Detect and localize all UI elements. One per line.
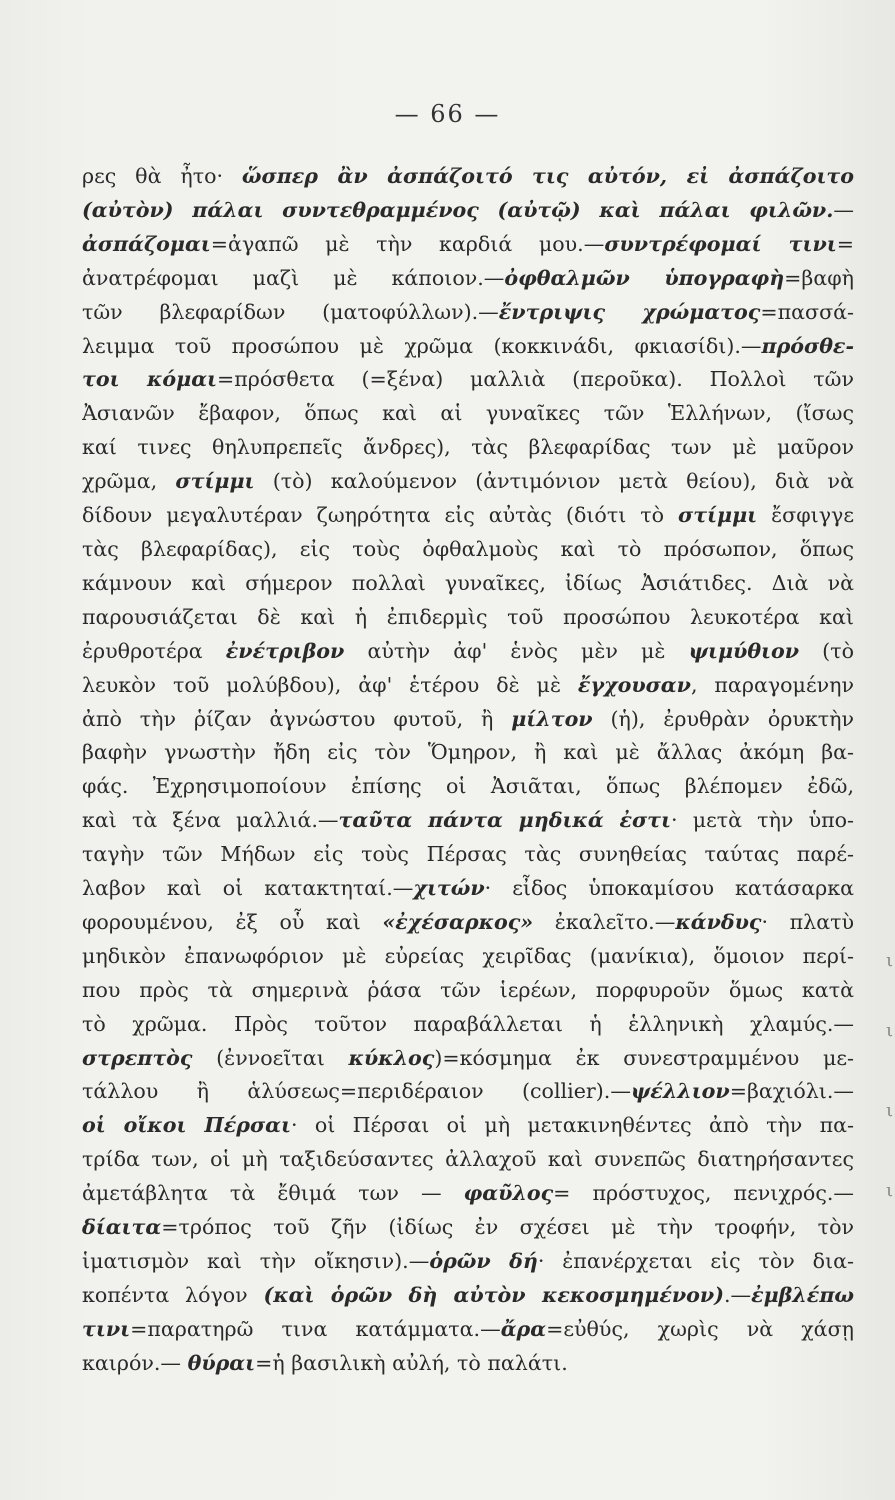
text-line: δίαιτα=τρόπος τοῦ ζῆν (ἰδίως ἐν σχέσει μὲ τὴν τροφήν, τὸν (82, 1215, 854, 1240)
text-line: λευκὸν τοῦ μολύβδου), ἀφ' ἑτέρου δὲ μὲ ἔγχουσαν, παραγομένην (82, 672, 854, 697)
text-line: ἱματισμὸν καὶ τὴν οἴκησιν).—ὁρῶν δή· ἐπανέρχεται εἰς τὸν δια- (82, 1249, 854, 1273)
text-line: παρουσιάζεται δὲ καὶ ἡ ἐπιδερμὶς τοῦ προσώπου λευκοτέρα καὶ (82, 604, 854, 629)
text-line: κάμνουν καὶ σήμερον πολλαὶ γυναῖκες, ἰδίως Ἀσιάτιδες. Διὰ νὰ (82, 570, 854, 595)
text-line: χρῶμα, στίμμι (τὸ) καλούμενον (ἀντιμόνιον μετὰ θείου), διὰ νὰ (82, 469, 854, 494)
margin-mark: ι (885, 1020, 893, 1041)
text-line: βαφὴν γνωστὴν ἤδη εἰς τὸν Ὅμηρον, ἢ καὶ μὲ ἄλλας ἀκόμη βα- (82, 740, 854, 765)
text-line: που πρὸς τὰ σημερινὰ ῥάσα τῶν ἱερέων, πορφυροῦν ὅμως κατὰ (82, 977, 854, 1002)
text-line: ἀπὸ τὴν ῥίζαν ἀγνώστου φυτοῦ, ἢ μίλτον (ἡ), ἐρυθρὰν ὀρυκτὴν (82, 706, 854, 731)
text-line: καὶ τὰ ξένα μαλλιά.—ταῦτα πάντα μηδικά ἐστι· μετὰ τὴν ὑπο- (82, 808, 854, 833)
commentary-text (82, 160, 854, 1381)
text-line: τρίδα των, οἱ μὴ ταξιδεύσαντες ἀλλαχοῦ καὶ συνεπῶς διατηρήσαντες (82, 1147, 854, 1172)
text-line: φάς. Ἐχρησιμοποίουν ἐπίσης οἱ Ἀσιᾶται, ὅπως βλέπομεν ἐδῶ, (82, 774, 854, 799)
text-line: τῶν βλεφαρίδων (ματοφύλλων).—ἔντριψις χρώματος=πασσά- (82, 299, 854, 324)
text-line: ἀμετάβλητα τὰ ἔθιμά των — φαῦλος= πρόστυχος, πενιχρός.— (82, 1181, 854, 1206)
text-line: ἐρυθροτέρα ἐνέτριβον αὐτὴν ἀφ' ἑνὸς μὲν μὲ ψιμύθιον (τὸ (82, 638, 854, 663)
text-line: ταγὴν τῶν Μήδων εἰς τοὺς Πέρσας τὰς συνηθείας ταύτας παρέ- (82, 842, 854, 867)
text-line: τάλλου ἢ ἁλύσεως=περιδέραιον (collier).—ψέλλιον=βαχιόλι.— (82, 1079, 854, 1104)
margin-show-through (875, 930, 895, 1330)
text-line: μηδικὸν ἐπανωφόριον μὲ εὐρείας χειρῖδας (μανίκια), ὅμοιον περί- (82, 943, 854, 968)
text-line: τινι=παρατηρῶ τινα κατάμματα.—ἄρα=εὐθύς, χωρὶς νὰ χάσῃ (82, 1316, 854, 1341)
text-line: λειμμα τοῦ προσώπου μὲ χρῶμα (κοκκινάδι, φκιασίδι).—πρόσθε- (82, 333, 854, 358)
page-number: — 66 — (394, 100, 501, 128)
text-line: Ἀσιανῶν ἔβαφον, ὅπως καὶ αἱ γυναῖκες τῶν Ἑλλήνων, (ἴσως (82, 401, 854, 426)
text-line: (αὐτὸν) πάλαι συντεθραμμένος (αὐτῷ) καὶ πάλαι φιλῶν.— (82, 197, 854, 222)
margin-mark: ι (885, 1180, 893, 1201)
text-line: δίδουν μεγαλυτέραν ζωηρότητα εἰς αὐτὰς (διότι τὸ στίμμι ἔσφιγγε (82, 503, 854, 528)
text-line: ἀνατρέφομαι μαζὶ μὲ κάποιον.—ὀφθαλμῶν ὑπογραφὴ=βαφὴ (82, 265, 854, 290)
margin-mark: ι (885, 950, 893, 971)
text-line: οἱ οἴκοι Πέρσαι· οἱ Πέρσαι οἱ μὴ μετακινηθέντες ἀπὸ τὴν πα- (82, 1113, 854, 1138)
text-line: καιρόν.— θύραι=ἡ βασιλικὴ αὐλή, τὸ παλάτι. (82, 1350, 568, 1375)
text-line: ἀσπάζομαι=ἀγαπῶ μὲ τὴν καρδιά μου.—συντρέφομαί τινι= (82, 231, 854, 256)
text-line: καί τινες θηλυπρεπεῖς ἄνδρες), τὰς βλεφαρίδας των μὲ μαῦρον (82, 435, 854, 460)
text-line: τὰς βλεφαρίδας), εἰς τοὺς ὀφθαλμοὺς καὶ τὸ πρόσωπον, ὅπως (82, 536, 854, 561)
text-line: λαβον καὶ οἱ κατακτηταί.—χιτών· εἶδος ὑποκαμίσου κατάσαρκα (82, 876, 854, 901)
margin-mark: ι (885, 1100, 893, 1121)
text-line: τοι κόμαι=πρόσθετα (=ξένα) μαλλιὰ (περοῦκα). Πολλοὶ τῶν (82, 367, 854, 392)
text-line: φορουμένου, ἐξ οὗ καὶ «ἐχέσαρκος» ἐκαλεῖτο.—κάνδυς· πλατὺ (82, 909, 854, 934)
text-line: στρεπτὸς (ἐννοεῖται κύκλος)=κόσμημα ἐκ συνεστραμμένου με- (82, 1045, 854, 1070)
text-line: ρες θὰ ἦτο· ὥσπερ ἂν ἀσπάζοιτό τις αὐτόν, εἰ ἀσπάζοιτο (82, 164, 854, 188)
text-line: τὸ χρῶμα. Πρὸς τοῦτον παραβάλλεται ἡ ἑλληνικὴ χλαμύς.— (82, 1011, 854, 1036)
text-line: κοπέντα λόγον (καὶ ὁρῶν δὴ αὐτὸν κεκοσμημένον).—ἐμβλέπω (82, 1282, 854, 1307)
